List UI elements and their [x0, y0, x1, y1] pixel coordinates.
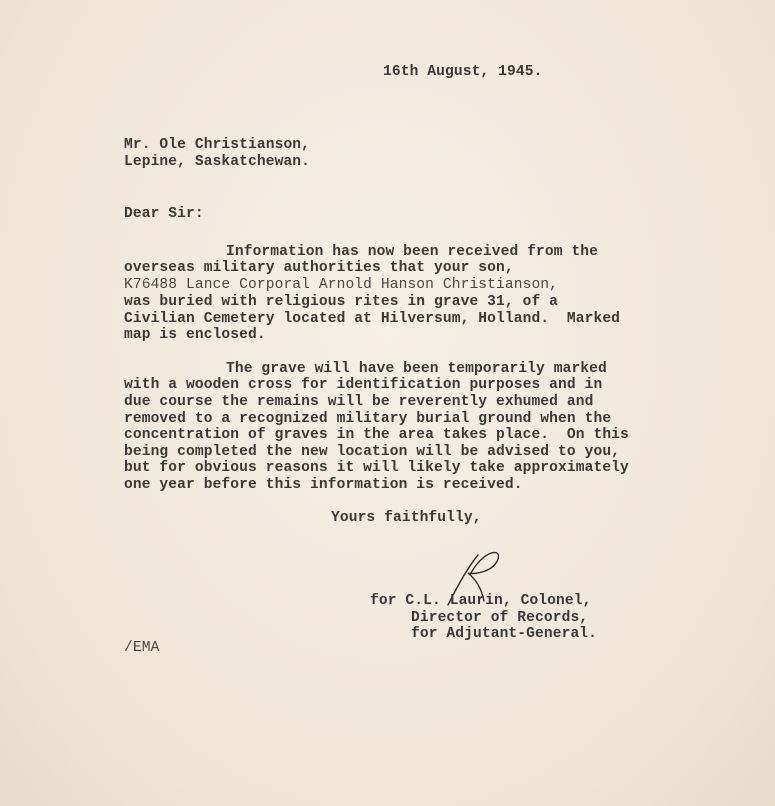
signatory-title: Director of Records,	[411, 610, 589, 626]
paragraph-line: one year before this information is received.	[124, 477, 523, 493]
paragraph-line: Information has now been received from the	[226, 244, 599, 260]
paragraph-line: concentration of graves in the area takes place. On this	[124, 427, 629, 443]
letter-date: 16th August, 1945.	[383, 64, 543, 80]
signatory-office: for Adjutant-General.	[411, 626, 598, 642]
paragraph-line: with a wooden cross for identification purposes and in	[124, 377, 603, 393]
paragraph-line: The grave will have been temporarily marked	[226, 361, 607, 377]
typist-reference: /EMA	[124, 640, 160, 656]
recipient-name: Mr. Ole Christianson,	[124, 137, 311, 153]
paragraph-line: Civilian Cemetery located at Hilversum, Holland. Marked	[124, 311, 621, 327]
paragraph-line: removed to a recognized military burial ground when the	[124, 411, 612, 427]
paragraph-line: but for obvious reasons it will likely take approximately	[124, 460, 629, 476]
paragraph-line: being completed the new location will be advised to you,	[124, 444, 621, 460]
paragraph-line: map is enclosed.	[124, 327, 266, 343]
paragraph-line: overseas military authorities that your son,	[124, 260, 514, 276]
recipient-address: Lepine, Saskatchewan.	[124, 154, 311, 170]
salutation: Dear Sir:	[124, 206, 204, 222]
closing: Yours faithfully,	[331, 510, 482, 526]
paragraph-line: was buried with religious rites in grave 31, of a	[124, 294, 559, 310]
paragraph-line: K76488 Lance Corporal Arnold Hanson Christianson,	[124, 277, 559, 293]
signatory: for C.L. Laurin, Colonel,	[370, 593, 592, 609]
paragraph-line: due course the remains will be reverently exhumed and	[124, 394, 594, 410]
